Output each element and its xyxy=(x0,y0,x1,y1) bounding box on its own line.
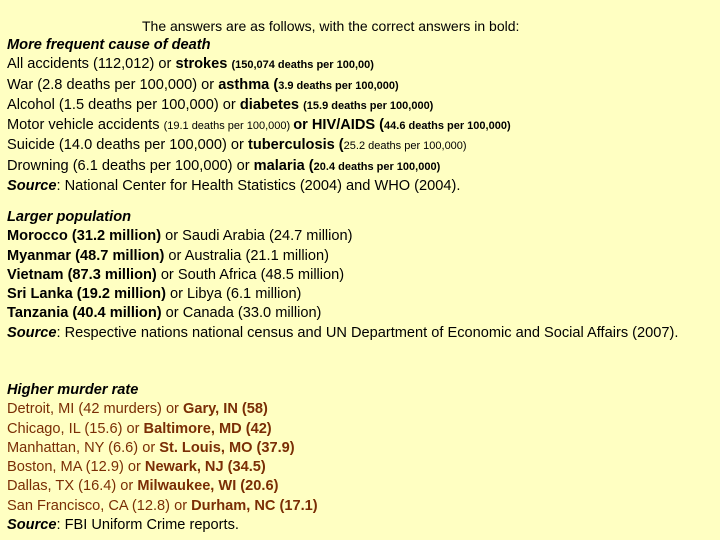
murder-row: Chicago, IL (15.6) or Baltimore, MD (42) xyxy=(7,420,272,437)
murder-row: Boston, MA (12.9) or Newark, NJ (34.5) xyxy=(7,459,266,476)
deaths-row: Alcohol (1.5 deaths per 100,000) or diabetes (15.9 deaths per 100,000) xyxy=(7,96,434,113)
deaths-row: All accidents (112,012) or strokes (150,074 deaths per 100,00) xyxy=(7,56,374,73)
population-row: Myanmar (48.7 million) or Australia (21.1 million) xyxy=(7,247,329,264)
murder-heading: Higher murder rate xyxy=(7,382,139,398)
murder-row: Dallas, TX (16.4) or Milwaukee, WI (20.6) xyxy=(7,478,279,495)
population-row: Morocco (31.2 million) or Saudi Arabia (24.7 million) xyxy=(7,228,353,245)
deaths-heading: More frequent cause of death xyxy=(7,37,211,53)
population-row: Tanzania (40.4 million) or Canada (33.0 million) xyxy=(7,305,322,322)
population-source: Source: Respective nations national census and UN Department of Economic and Social Affairs (2007). xyxy=(7,324,679,341)
population-row: Sri Lanka (19.2 million) or Libya (6.1 million) xyxy=(7,286,302,303)
intro-text: The answers are as follows, with the correct answers in bold: xyxy=(142,18,520,34)
murder-row: Detroit, MI (42 murders) or Gary, IN (58) xyxy=(7,401,268,418)
deaths-row: Motor vehicle accidents (19.1 deaths per 100,000) or HIV/AIDS (44.6 deaths per 100,000) xyxy=(7,117,511,134)
population-section xyxy=(7,208,713,343)
murder-source: Source: FBI Uniform Crime reports. xyxy=(7,517,239,534)
deaths-section xyxy=(7,36,713,196)
deaths-row: Suicide (14.0 deaths per 100,000) or tuberculosis (25.2 deaths per 100,000) xyxy=(7,137,467,154)
murder-row: Manhattan, NY (6.6) or St. Louis, MO (37.9) xyxy=(7,439,295,456)
population-heading: Larger population xyxy=(7,209,132,225)
deaths-row: Drowning (6.1 deaths per 100,000) or malaria (20.4 deaths per 100,000) xyxy=(7,157,441,174)
deaths-source: Source: National Center for Health Statistics (2004) and WHO (2004). xyxy=(7,178,461,195)
murder-row: San Francisco, CA (12.8) or Durham, NC (17.1) xyxy=(7,497,318,514)
population-row: Vietnam (87.3 million) or South Africa (48.5 million) xyxy=(7,266,345,283)
deaths-row: War (2.8 deaths per 100,000) or asthma (3.9 deaths per 100,000) xyxy=(7,76,399,93)
murder-section xyxy=(7,381,713,535)
